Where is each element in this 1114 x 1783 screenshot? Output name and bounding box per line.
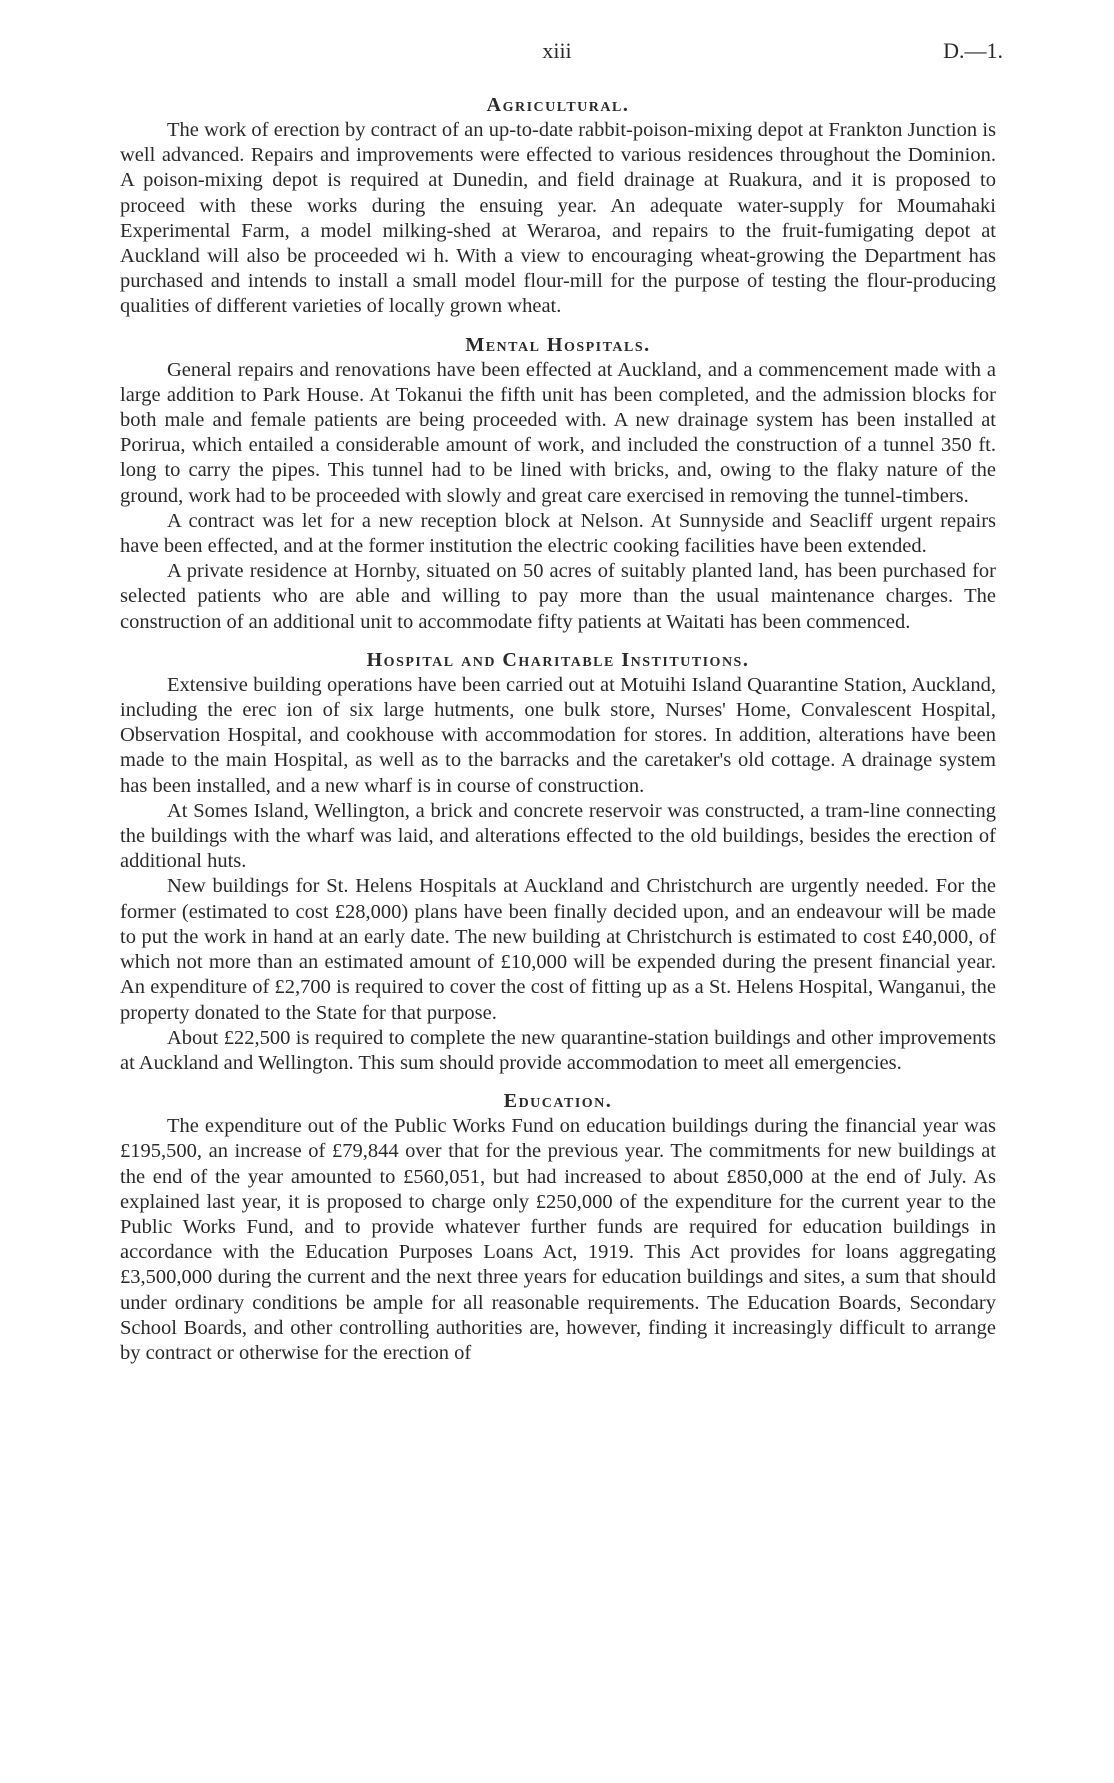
paragraph: The expenditure out of the Public Works Fund on education buildings during the financial year was £195,500, an increase of £79,844 over that for the previous year. The commitments for new buildings at the end of the year amounted to £560,051, but had increased to about £850,000 at the end of July. As explained last year, it is proposed to charge only £250,000 of the expenditure for the current year to the Public Works Fund, and to provide whatever further funds are required for education buildings in accordance with the Education Purposes Loans Act, 1919. This Act provides for loans aggregating £3,500,000 during the current and the next three years for education buildings and sites, a sum that should under ordinary conditions be ample for all reasonable requirements. The Education Boards, Secondary School Boards, and other controlling authorities are, however, finding it increasingly difficult to arrange by contract or otherwise for the erection of	[120, 1115, 996, 1364]
section-heading: Agricultural.	[486, 94, 630, 116]
section-heading: Hospital and Charitable Institutions.	[366, 648, 750, 671]
paragraph: General repairs and renovations have been effected at Auckland, and a commencement made with a large addition to Park House. At Tokanui the fifth unit has been completed, and the admission blocks for both male and female patients are being proceeded with. A new drainage system has been installed at Porirua, which entailed a considerable amount of work, and included the construction of a tunnel 350 ft. long to carry the pipes. This tunnel had to be lined with bricks, and, owing to the flaky nature of the ground, work had to be proceeded with slowly and great care exercised in removing the tunnel-timbers.	[120, 358, 996, 507]
page-body	[120, 92, 996, 1366]
section-heading: Education.	[503, 1090, 613, 1113]
section-heading: Mental Hospitals.	[465, 333, 651, 356]
paragraph: A private residence at Hornby, situated on 50 acres of suitably planted land, has been purchased for selected patients who are able and willing to pay more than the usual maintenance charges. The construction of an additional unit to accommodate fifty patients at Waitati has been commenced.	[120, 560, 996, 633]
document-reference: D.—1.	[943, 38, 1003, 63]
paragraph: New buildings for St. Helens Hospitals at Auckland and Christchurch are urgently needed. For the former (estimated to cost £28,000) plans have been finally decided upon, and an endeavour will be made to put the work in hand at an early date. The new building at Christchurch is estimated to cost £40,000, of which not more than an estimated amount of £10,000 will be expended during the present financial year. An expenditure of £2,700 is required to cover the cost of fitting up as a St. Helens Hospital, Wanganui, the property donated to the State for that purpose.	[120, 875, 996, 1024]
paragraph: The work of erection by contract of an up-to-date rabbit-poison-mixing depot at Frankton Junction is well advanced. Repairs and improvements were effected to various residences throughout the Dominion. A poison-mixing depot is required at Dunedin, and field drainage at Ruakura, and it is proposed to proceed with these works during the ensuing year. An adequate water-supply for Moumahaki Experimental Farm, a model milking-shed at Weraroa, and repairs to the fruit-fumigating depot at Auckland will also be proceeded wi h. With a view to encouraging wheat-growing the Department has purchased and intends to install a small model flour-mill for the purpose of testing the flour-producing qualities of different varieties of locally grown wheat.	[120, 119, 996, 318]
page-number: xiii	[542, 38, 572, 63]
section-mental-hospitals	[120, 332, 996, 635]
paragraph: A contract was let for a new reception block at Nelson. At Sunnyside and Seacliff urgent repairs have been effected, and at the former institution the electric cooking facilities have been extended.	[120, 509, 996, 558]
section-education	[120, 1088, 996, 1366]
paragraph: Extensive building operations have been carried out at Motuihi Island Quarantine Station, Auckland, including the erec ion of six large hutments, one bulk store, Nurses' Home, Convalescent Hospital, Observation Hospital, and cookhouse with accommodation for stores. In addition, alterations have been made to the main Hospital, as well as to the barracks and the caretaker's old cottage. A drainage system has been installed, and a new wharf is in course of construction.	[120, 673, 996, 797]
paragraph: About £22,500 is required to complete the new quarantine-station buildings and other improvements at Auckland and Wellington. This sum should provide accommodation to meet all emergencies.	[120, 1026, 996, 1074]
page-header	[0, 38, 1114, 68]
section-agricultural	[120, 92, 996, 320]
paragraph: At Somes Island, Wellington, a brick and concrete reservoir was constructed, a tram-line connecting the buildings with the wharf was laid, and alterations effected to the old buildings, besides the erection of additional huts.	[120, 799, 996, 873]
section-hospital-charitable	[120, 647, 996, 1076]
